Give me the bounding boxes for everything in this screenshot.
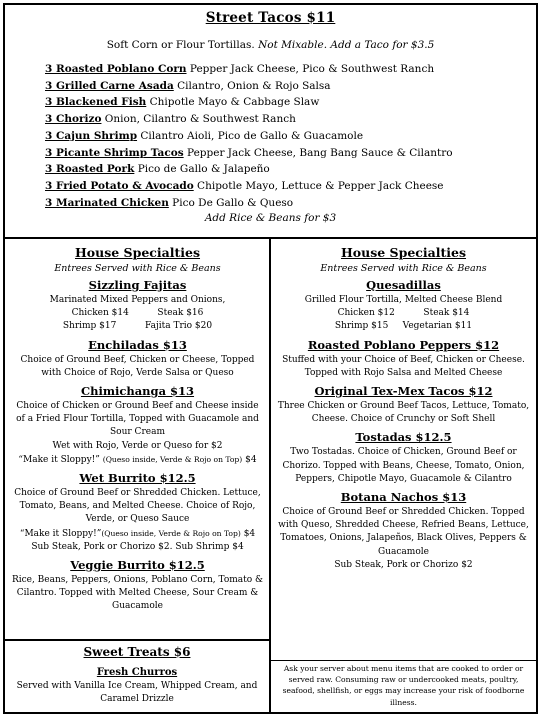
churros-title: Fresh Churros bbox=[96, 667, 178, 678]
nachos-sub: Sub Steak, Pork or Chorizo $2 bbox=[334, 559, 473, 570]
taco-desc: Onion, Cilantro & Southwest Ranch bbox=[101, 113, 296, 126]
list-item bbox=[45, 161, 536, 178]
fajitas-line1: Marinated Mixed Peppers and Onions, bbox=[49, 295, 226, 305]
list-item bbox=[45, 178, 536, 195]
sloppy-detail: (Queso inside, Verde & Rojo on Top) bbox=[101, 528, 241, 538]
veggie-burrito-desc: Rice, Beans, Peppers, Onions, Poblano Corn, Tomato & Cilantro. Topped with Melted Cheese, Sour Cream & Guacamole bbox=[11, 575, 264, 612]
sloppy-label: “Make it Sloppy!” bbox=[19, 528, 102, 539]
food-safety-warning: Ask your server about menu items that are cooked to order or served raw. Consuming raw or undercooked meats, poultry, seafood, shellfish, or eggs may increase your risk of foodborne illness. bbox=[282, 664, 525, 707]
taco-name: 3 Roasted Pork bbox=[45, 163, 135, 176]
section-title: House Specialties bbox=[74, 245, 201, 260]
fajitas-line3: Shrimp $17 Fajita Trio $20 bbox=[62, 321, 213, 332]
taco-desc: Chipotle Mayo, Lettuce & Pepper Jack Cheese bbox=[193, 179, 444, 192]
taco-name: 3 Marinated Chicken bbox=[45, 196, 169, 209]
taco-name: 3 Blackened Fish bbox=[45, 96, 147, 109]
section-title: House Specialties bbox=[340, 245, 467, 260]
street-tacos-title: Street Tacos $11 bbox=[205, 10, 336, 26]
taco-desc: Pico De Gallo & Queso bbox=[168, 196, 294, 209]
entrees-note: Entrees Served with Rice & Beans bbox=[320, 263, 487, 274]
taco-name: 3 Picante Shrimp Tacos bbox=[45, 146, 184, 159]
taco-name: 3 Cajun Shrimp bbox=[45, 129, 138, 142]
fajitas-line2: Chicken $14 Steak $16 bbox=[71, 308, 204, 319]
sloppy-price: $4 bbox=[240, 528, 256, 539]
churros-desc: Served with Vanilla Ice Cream, Whipped Cream, and Caramel Drizzle bbox=[16, 681, 258, 704]
list-item bbox=[45, 94, 536, 111]
quesadillas-line2: Chicken $12 Steak $14 bbox=[337, 308, 470, 319]
chimichanga-title: Chimichanga $13 bbox=[80, 384, 195, 399]
taco-desc: Pepper Jack Cheese, Pico & Southwest Ranch bbox=[186, 63, 435, 75]
sloppy-price: $4 bbox=[242, 454, 257, 465]
chimichanga-extra: Wet with Rojo, Verde or Queso for $2 bbox=[52, 440, 223, 451]
taco-desc: Chipotle Mayo & Cabbage Slaw bbox=[146, 96, 320, 109]
wet-burrito-title: Wet Burrito $12.5 bbox=[79, 471, 196, 486]
taco-desc: Pico de Gallo & Jalapeño bbox=[134, 163, 270, 176]
taco-desc: Pepper Jack Cheese, Bang Bang Sauce & Cilantro bbox=[183, 146, 453, 159]
street-tacos-section bbox=[5, 5, 536, 237]
list-item bbox=[45, 111, 536, 128]
chimichanga-sloppy bbox=[5, 453, 270, 467]
sloppy-label: “Make it Sloppy!” bbox=[18, 454, 103, 465]
house-specialties-left bbox=[5, 239, 270, 614]
wet-burrito-sub: Sub Steak, Pork or Chorizo $2. Sub Shrimp $4 bbox=[31, 541, 244, 552]
entrees-note: Entrees Served with Rice & Beans bbox=[54, 263, 221, 274]
tostadas-title: Tostadas $12.5 bbox=[355, 430, 452, 445]
taco-name: 3 Chorizo bbox=[45, 113, 102, 126]
sloppy-detail: (Queso inside, Verde & Rojo on Top) bbox=[102, 454, 243, 464]
taco-name: 3 Roasted Poblano Corn bbox=[45, 63, 187, 75]
fajitas-title: Sizzling Fajitas bbox=[88, 278, 187, 292]
quesadillas-line3: Shrimp $15 Vegetarian $11 bbox=[334, 321, 473, 332]
list-item bbox=[45, 128, 536, 145]
subtitle-plain: Soft Corn or Flour Tortillas. bbox=[106, 39, 259, 51]
house-specialties-right bbox=[271, 239, 536, 572]
sweet-treats-title: Sweet Treats $6 bbox=[83, 645, 191, 659]
taco-list bbox=[5, 61, 536, 211]
tex-mex-desc: Three Chicken or Ground Beef Tacos, Lettuce, Tomato, Cheese. Choice of Crunchy or Soft Shell bbox=[277, 401, 530, 425]
list-item bbox=[45, 195, 536, 212]
nachos-title: Botana Nachos $13 bbox=[340, 490, 467, 505]
divider bbox=[271, 660, 536, 661]
street-tacos-subtitle bbox=[5, 39, 536, 51]
subtitle-italic: Not Mixable. Add a Taco for $3.5 bbox=[258, 39, 435, 51]
wet-burrito-sloppy bbox=[5, 527, 270, 541]
nachos-desc: Choice of Ground Beef or Shredded Chicken. Topped with Queso, Shredded Cheese, Refried Beans, Lettuce, Tomatoes, Onions, Jalapeños, Black Olives, Peppers & Guacamole bbox=[278, 507, 529, 557]
veggie-burrito-title: Veggie Burrito $12.5 bbox=[70, 558, 205, 573]
list-item bbox=[45, 145, 536, 162]
taco-name: 3 Grilled Carne Asada bbox=[45, 79, 174, 92]
taco-desc: Cilantro Aioli, Pico de Gallo & Guacamole bbox=[137, 129, 364, 142]
taco-name: 3 Fried Potato & Avocado bbox=[45, 179, 194, 192]
chimichanga-desc: Choice of Chicken or Ground Beef and Cheese inside of a Fried Flour Tortilla, Topped with Guacamole and Sour Cream bbox=[16, 401, 259, 438]
poblano-title: Roasted Poblano Peppers $12 bbox=[307, 337, 500, 352]
wet-burrito-desc: Choice of Ground Beef or Shredded Chicken. Lettuce, Tomato, Beans, and Melted Cheese. Choice of Rojo, Verde, or Queso Sauce bbox=[14, 488, 261, 525]
quesadillas-line1: Grilled Flour Tortilla, Melted Cheese Blend bbox=[304, 295, 503, 305]
add-rice-note: Add Rice & Beans for $3 bbox=[204, 212, 337, 225]
menu-frame bbox=[3, 3, 538, 714]
poblano-desc: Stuffed with your Choice of Beef, Chicken or Cheese. Topped with Rojo Salsa and Melted Cheese bbox=[282, 354, 525, 378]
list-item bbox=[45, 78, 536, 95]
sweet-treats-section bbox=[5, 641, 269, 706]
tostadas-desc: Two Tostadas. Choice of Chicken, Ground Beef or Chorizo. Topped with Beans, Cheese, Tomato, Onion, Peppers, Chipotle Mayo, Guacamole & Cilantro bbox=[282, 447, 525, 484]
taco-desc: Cilantro, Onion & Rojo Salsa bbox=[173, 79, 331, 92]
tex-mex-title: Original Tex-Mex Tacos $12 bbox=[314, 384, 493, 399]
quesadillas-title: Quesadillas bbox=[366, 278, 441, 292]
list-item bbox=[45, 61, 536, 78]
enchiladas-title: Enchiladas $13 bbox=[88, 337, 187, 352]
enchiladas-desc: Choice of Ground Beef, Chicken or Cheese, Topped with Choice of Rojo, Verde Salsa or Queso bbox=[20, 354, 255, 378]
